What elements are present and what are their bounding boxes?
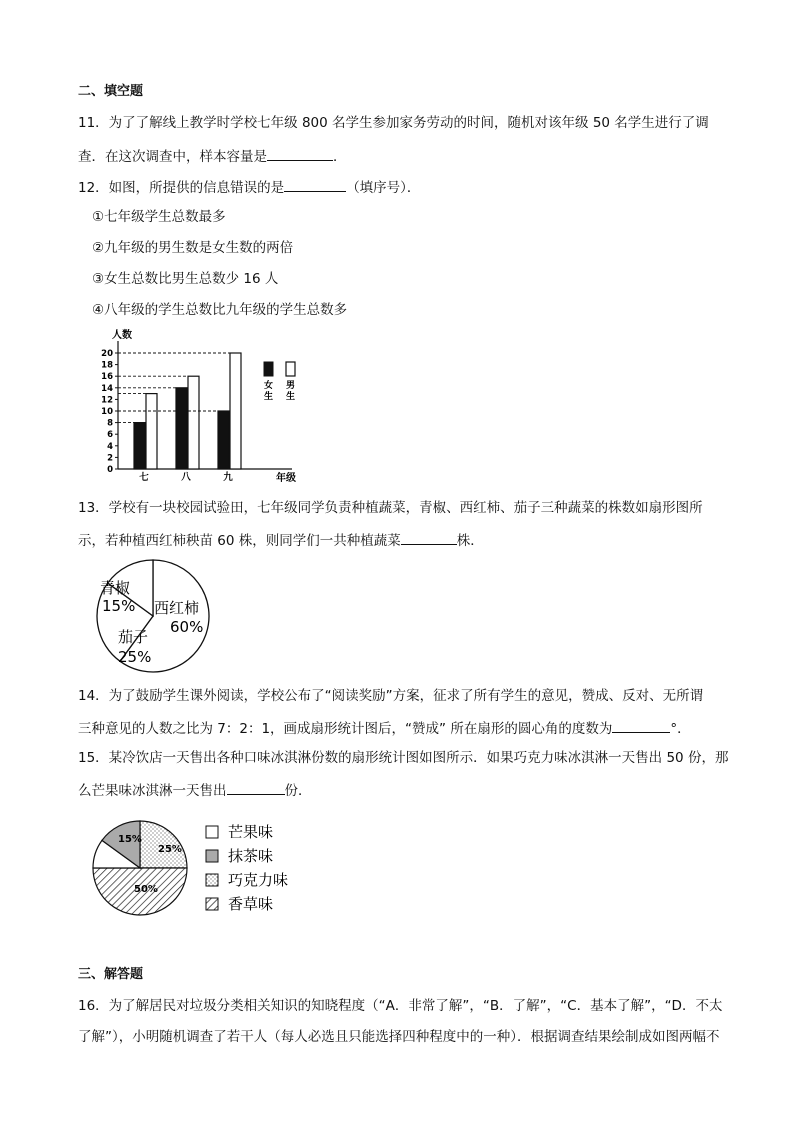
y-tick-label: 8 [107,418,113,429]
q11-text: 查．在这次调查中，样本容量是 [78,149,267,165]
q14-line1: 14．为了鼓励学生课外阅读，学校公布了“阅读奖励”方案，征求了所有学生的意见，赞成、反对、无所谓 [78,688,704,704]
legend-male-swatch [286,362,295,376]
q12-option-2: ②九年级的男生数是女生数的两倍 [92,240,294,256]
pie2-pct-vanilla: 50% [134,884,158,895]
pie1-label-qiezi: 茄子 [118,628,149,646]
pie1-pct-qingjiao: 15% [102,597,136,615]
q15-tail: 份． [284,783,312,799]
q15-line1: 15．某冷饮店一天售出各种口味冰淇淋份数的扇形统计图如图所示．如果巧克力味冰淇淋一天售出 50 份，那 [78,750,729,766]
answer-blank[interactable] [612,718,670,733]
q11-tail: ． [333,149,347,165]
bar-男生-七 [146,394,157,469]
q12-stem [78,177,420,197]
q14-text: 三种意见的人数之比为 7：2：1，画成扇形统计图后，“赞成” 所在扇形的圆心角的度数为 [78,721,613,737]
legend-vanilla-label: 香草味 [228,895,274,913]
pie2-pct-matcha: 15% [118,834,142,845]
q15-text: 么芒果味冰淇淋一天售出 [78,783,227,799]
legend-female-swatch [264,362,273,376]
q13-line2 [78,530,484,550]
q11-line1: 11．为了了解线上教学时学校七年级 800 名学生参加家务劳动的时间，随机对该年级 50 名学生进行了调 [78,115,709,131]
legend-matcha-label: 抹茶味 [228,847,274,865]
q13-text: 示，若种植西红柿秧苗 60 株，则同学们一共种植蔬菜 [78,533,401,549]
legend-chocolate-label: 巧克力味 [228,871,289,889]
legend-matcha-swatch [206,850,218,862]
legend-mango-label: 芒果味 [228,823,274,841]
y-tick-label: 18 [101,360,113,371]
legend-female-char1: 女 [264,381,274,391]
pie1-label-xihongshi: 西红柿 [154,599,200,617]
q12-option-1: ①七年级学生总数最多 [92,209,226,225]
q12-text: 12．如图，所提供的信息错误的是 [78,180,285,196]
legend-vanilla-swatch [206,898,218,910]
bar-男生-八 [188,376,199,469]
section-title-answer: 三、解答题 [78,967,144,982]
legend-mango-swatch [206,826,218,838]
legend-male-char2: 生 [286,392,296,402]
legend-chocolate-swatch [206,874,218,886]
vegetable-pie-chart [92,556,222,676]
q14-line2 [78,718,691,738]
y-tick-label: 10 [101,407,113,417]
y-axis-label: 人数 [112,330,132,341]
q14-tail: °． [670,721,691,737]
answer-blank[interactable] [284,177,346,192]
q13-tail: 株． [456,533,484,549]
y-tick-label: 16 [101,372,113,383]
y-tick-label: 20 [101,349,113,359]
bar-女生-七 [134,423,145,469]
x-tick-label: 九 [223,472,233,483]
q11-line2 [78,146,347,166]
q16-line1: 16．为了解居民对垃圾分类相关知识的知晓程度（“A．非常了解”，“B．了解”，“C．基本了解”，“D．不太 [78,998,723,1014]
answer-blank[interactable] [267,146,333,161]
x-tick-label: 八 [181,472,191,483]
y-tick-label: 2 [107,453,113,464]
q12-option-4: ④八年级的学生总数比九年级的学生总数多 [92,302,348,318]
pie1-pct-qiezi: 25% [118,648,152,666]
pie2-pct-chocolate: 25% [158,844,182,855]
x-tick-label: 七 [139,472,149,483]
q16-line2: 了解”），小明随机调查了若干人（每人必选且只能选择四种程度中的一种）．根据调查结果绘制成如图两幅不 [78,1029,720,1045]
bar-男生-九 [230,353,241,469]
q12-tail: （填序号）． [346,180,421,196]
q15-line2 [78,780,312,800]
x-axis-label: 年级 [276,473,296,484]
y-tick-label: 14 [101,383,113,394]
y-tick-label: 4 [107,441,113,452]
y-tick-label: 0 [107,465,113,475]
legend-male-char1: 男 [286,381,296,391]
y-tick-label: 12 [101,395,113,406]
q13-line1: 13．学校有一块校园试验田，七年级同学负责种植蔬菜，青椒、西红柿、茄子三种蔬菜的株数如扇形图所 [78,500,703,516]
bar-chart [92,326,332,486]
bar-女生-八 [176,388,187,469]
icecream-pie-chart [92,812,312,924]
answer-blank[interactable] [227,780,285,795]
legend-female-char2: 生 [264,392,274,402]
answer-blank[interactable] [401,530,457,545]
y-tick-label: 6 [107,430,113,441]
section-title-fill-in: 二、填空题 [78,84,144,99]
pie1-pct-xihongshi: 60% [170,618,204,636]
pie1-label-qingjiao: 青椒 [100,579,131,597]
q12-option-3: ③女生总数比男生总数少 16 人 [92,271,279,287]
bar-女生-九 [218,411,229,469]
